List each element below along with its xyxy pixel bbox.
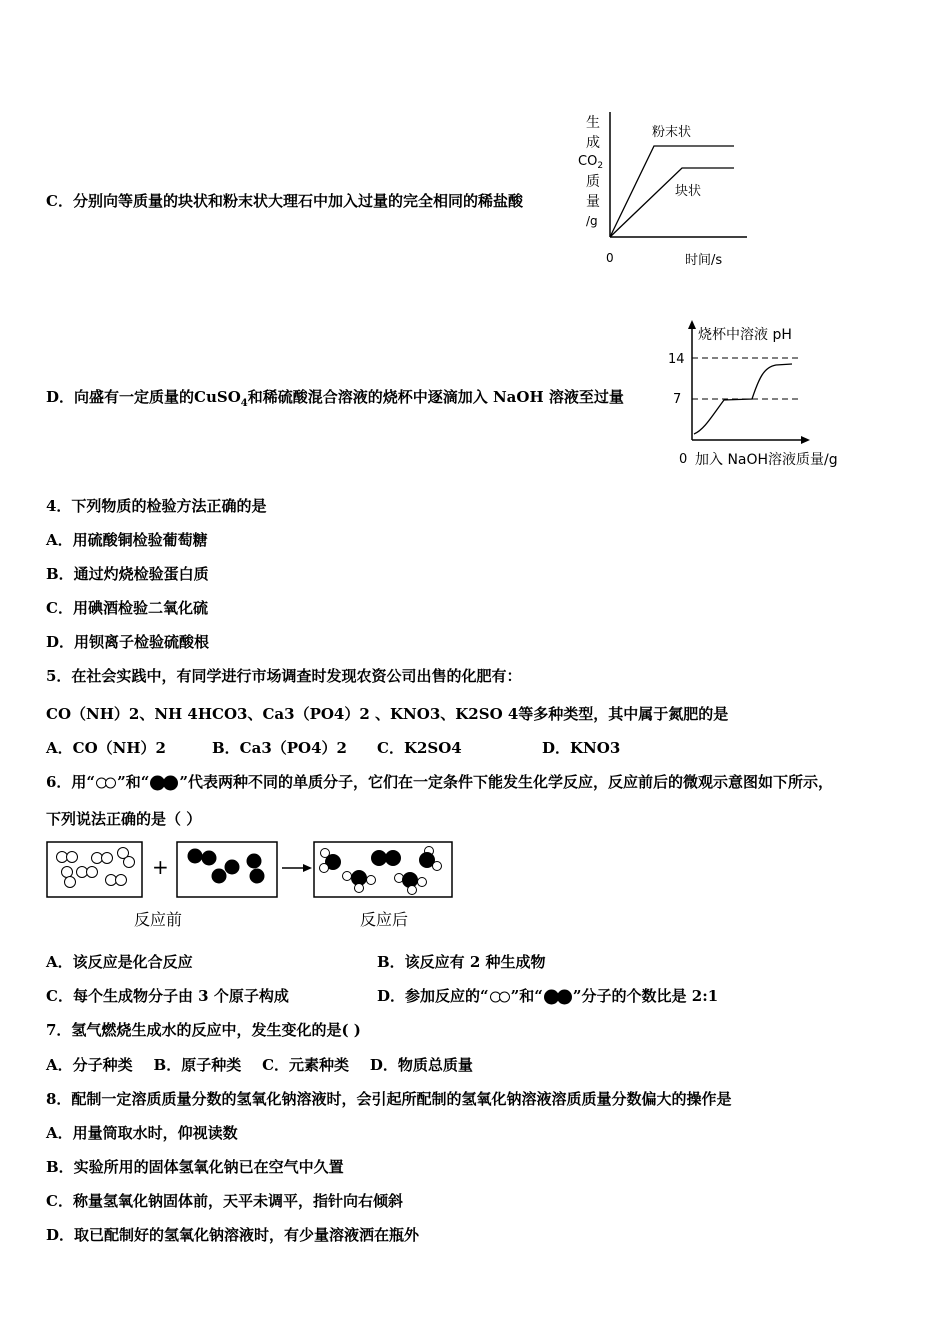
chart-d-xlabel: 加入 NaOH溶液质量/g [695, 452, 838, 468]
chart-c-ylabel-3 [578, 154, 603, 171]
q5-option-b: B．Ca3（PO4）2 [212, 739, 347, 757]
reaction-arrow-head [303, 864, 312, 872]
q5-formula-line: CO（NH）2、NH 4HCO3、Ca3（PO4）2 、KNO3、K2SO 4等多种类型，其中属于氮肥的是 [46, 705, 729, 723]
q3-option-d-pre: D．向盛有一定质量的 [46, 388, 195, 406]
chart-c-ylabel-2: 成 [586, 135, 600, 151]
q8-option-c: C．称量氢氧化钠固体前，天平未调平，指针向右倾斜 [46, 1192, 403, 1210]
q6-option-a: A．该反应是化合反应 [46, 953, 193, 971]
q6-option-d-a: D．参加反应的“ [377, 987, 489, 1005]
q8-option-b: B．实验所用的固体氢氧化钠已在空气中久置 [46, 1158, 344, 1176]
chart-c-line-powder [610, 146, 734, 237]
filled-molecule-icon [149, 775, 179, 791]
chart-c-series-powder: 粉末状 [652, 125, 692, 140]
open-molecule-icon [489, 991, 511, 1003]
q6-option-d-c: ”分子的个数比是 2:1 [572, 987, 719, 1005]
q4-stem: 4．下列物质的检验方法正确的是 [46, 497, 267, 515]
chart-d-tick-7: 7 [673, 392, 682, 407]
q5-option-a: A．CO（NH）2 [46, 739, 166, 757]
q6-stem-a: 6．用“ [46, 773, 96, 791]
q6-option-d [377, 985, 718, 1006]
q4-option-d: D．用钡离子检验硫酸根 [46, 633, 210, 651]
q6-option-c: C．每个生成物分子由 3 个原子构成 [46, 987, 289, 1005]
chart-c-co-sub: 2 [597, 161, 604, 171]
q3-option-d-cuso: CuSO [194, 388, 241, 406]
plus-sign: + [152, 855, 169, 879]
label-after: 反应后 [360, 910, 409, 929]
q6-stem-b: ”和“ [117, 773, 150, 791]
q6-option-d-b: ”和“ [510, 987, 543, 1005]
open-molecule-icon [95, 777, 117, 789]
q3-option-d-post: 和稀硫酸混合溶液的烧杯中逐滴加入 NaOH 溶液至过量 [247, 388, 624, 406]
q3-option-d-sub: 4 [240, 398, 248, 409]
chart-c-ylabel-4: 质 [586, 174, 600, 190]
q8-option-a: A．用量筒取水时，仰视读数 [46, 1124, 238, 1142]
q6-option-b: B．该反应有 2 种生成物 [377, 953, 546, 971]
label-before: 反应前 [134, 910, 183, 929]
q8-option-d: D．取已配制好的氢氧化钠溶液时，有少量溶液洒在瓶外 [46, 1226, 420, 1244]
q3-option-c: C．分别向等质量的块状和粉末状大理石中加入过量的完全相同的稀盐酸 [46, 192, 523, 210]
chart-d-tick-14: 14 [668, 352, 685, 367]
chart-c-series-block: 块状 [675, 184, 702, 199]
q7-options: A．分子种类 B．原子种类 C．元素种类 D．物质总质量 [46, 1056, 473, 1074]
chart-c-ylabel-5: 量 [586, 194, 600, 210]
q7-stem: 7．氢气燃烧生成水的反应中，发生变化的是( ) [46, 1021, 361, 1039]
q8-stem: 8．配制一定溶质质量分数的氢氧化钠溶液时，会引起所配制的氢氧化钠溶液溶质质量分数偏大的操作是 [46, 1090, 732, 1108]
q5-option-d: D．KNO3 [542, 739, 621, 757]
chart-c-ylabel-1: 生 [586, 115, 600, 131]
q6-stem-2: 下列说法正确的是（ ） [46, 810, 202, 828]
q6-stem-c: ”代表两种不同的单质分子，它们在一定条件下能发生化学反应，反应前后的微观示意图如下所示， [179, 773, 833, 791]
chart-c-ylabel-6: /g [586, 214, 598, 228]
ph-naoh-chart [664, 318, 864, 476]
q4-option-a: A．用硫酸铜检验葡萄糖 [46, 531, 208, 549]
reaction-diagram [44, 838, 464, 938]
q4-option-b: B．通过灼烧检验蛋白质 [46, 565, 209, 583]
chart-c-line-block [610, 168, 734, 237]
filled-molecule-icon [543, 989, 573, 1005]
chart-c-co: CO [578, 154, 598, 169]
q4-option-c: C．用碘酒检验二氧化硫 [46, 599, 208, 617]
chart-d-ylabel: 烧杯中溶液 pH [698, 327, 792, 343]
q5-option-c: C．K2SO4 [377, 739, 462, 757]
chart-d-x-arrow [801, 436, 810, 444]
chart-d-origin: 0 [679, 452, 688, 467]
chart-d-y-arrow [688, 320, 696, 329]
chart-c-xlabel: 时间/s [685, 253, 723, 268]
chart-c-origin: 0 [606, 251, 614, 265]
q5-stem: 5．在社会实践中，有同学进行市场调查时发现农资公司出售的化肥有： [46, 667, 522, 685]
co2-mass-time-chart [572, 110, 762, 275]
q3-option-d [46, 386, 624, 409]
q6-stem [46, 771, 833, 792]
